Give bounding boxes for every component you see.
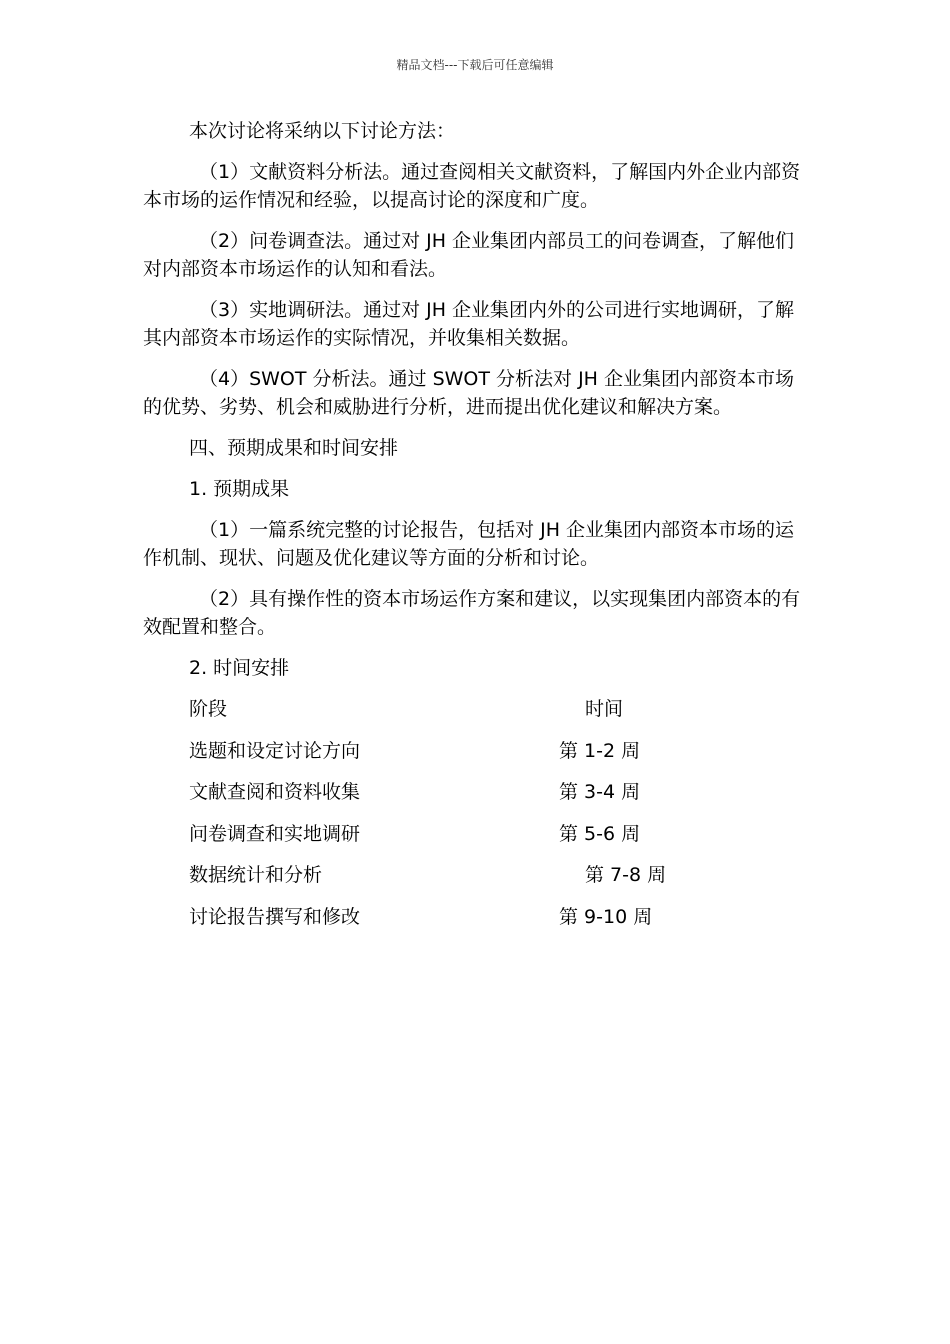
schedule-row bbox=[143, 903, 811, 931]
method-paragraph: （3）实地调研法。通过对 JH 企业集团内外的公司进行实地调研，了解其内部资本市场运作的实际情况，并收集相关数据。 bbox=[143, 299, 795, 349]
stage-cell: 讨论报告撰写和修改 bbox=[189, 905, 361, 928]
schedule-table bbox=[143, 695, 811, 931]
method-paragraph: （2）问卷调查法。通过对 JH 企业集团内部员工的问卷调查，了解他们对内部资本市场运作的认知和看法。 bbox=[143, 230, 795, 280]
time-cell: 第 5-6 周 bbox=[559, 822, 641, 845]
method-paragraph: （4）SWOT 分析法。通过 SWOT 分析法对 JH 企业集团内部资本市场的优势、劣势、机会和威胁进行分析，进而提出优化建议和解决方案。 bbox=[143, 368, 794, 418]
expected-outcome-paragraph: （1）一篇系统完整的讨论报告，包括对 JH 企业集团内部资本市场的运作机制、现状、问题及优化建议等方面的分析和讨论。 bbox=[143, 519, 795, 569]
expected-outcome-paragraph: （2）具有操作性的资本市场运作方案和建议，以实现集团内部资本的有效配置和整合。 bbox=[143, 588, 801, 638]
stage-cell: 问卷调查和实地调研 bbox=[189, 822, 361, 845]
intro-paragraph: 本次讨论将采纳以下讨论方法： bbox=[189, 120, 456, 142]
stage-column-header: 阶段 bbox=[189, 698, 228, 720]
schedule-row bbox=[143, 820, 811, 848]
method-paragraph: （1）文献资料分析法。通过查阅相关文献资料，了解国内外企业内部资本市场的运作情况和经验，以提高讨论的深度和广度。 bbox=[143, 161, 801, 211]
schedule-row bbox=[143, 778, 811, 806]
stage-cell: 文献查阅和资料收集 bbox=[189, 781, 361, 803]
time-cell: 第 3-4 周 bbox=[559, 781, 641, 803]
page-header: 精品文档---下载后可任意编辑 bbox=[396, 58, 554, 72]
time-column-header: 时间 bbox=[585, 698, 624, 720]
stage-cell: 选题和设定讨论方向 bbox=[189, 739, 361, 762]
schedule-row bbox=[143, 861, 811, 889]
stage-cell: 数据统计和分析 bbox=[189, 864, 323, 886]
time-cell: 第 1-2 周 bbox=[559, 739, 641, 762]
subsection-heading: 2. 时间安排 bbox=[189, 657, 290, 679]
time-cell: 第 7-8 周 bbox=[585, 864, 667, 886]
schedule-row bbox=[143, 737, 811, 765]
time-cell: 第 9-10 周 bbox=[559, 905, 653, 928]
section-heading: 四、预期成果和时间安排 bbox=[189, 437, 399, 459]
document-body bbox=[143, 117, 811, 944]
subsection-heading: 1. 预期成果 bbox=[189, 478, 290, 500]
schedule-header-row bbox=[143, 695, 811, 723]
